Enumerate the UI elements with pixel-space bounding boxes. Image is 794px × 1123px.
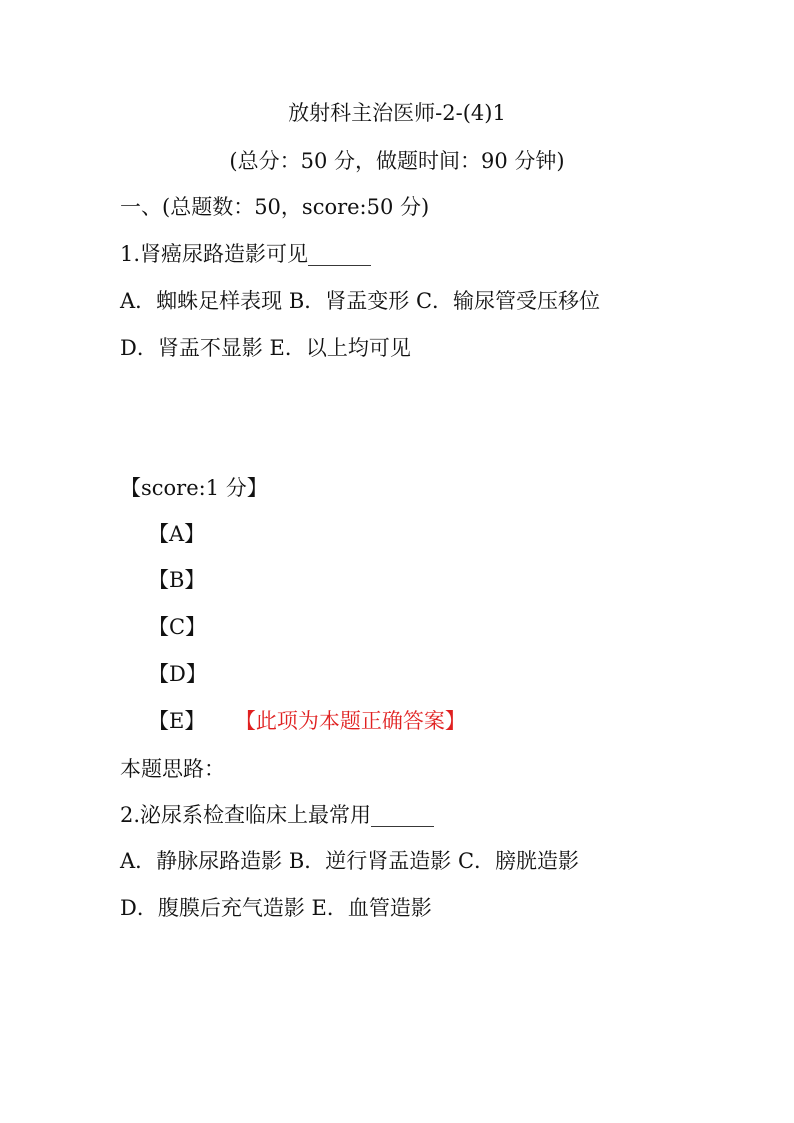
document-subtitle: (总分：50 分，做题时间：90 分钟) [229,149,565,173]
answer-option-e-row [148,708,466,734]
question-1-stem: 1.肾癌尿路造影可见______ [120,242,372,266]
answer-option-e: 【E】 [148,709,206,733]
answer-option-a: 【A】 [148,522,206,546]
question-2-stem: 2.泌尿系检查临床上最常用______ [120,803,435,827]
answer-option-b: 【B】 [148,568,206,592]
question-1-options-line-1: A．蜘蛛足样表现 B．肾盂变形 C．输尿管受压移位 [120,289,601,313]
answer-option-d: 【D】 [148,662,207,686]
correct-answer-note: 【此项为本题正确答案】 [245,709,466,733]
document-title: 放射科主治医师-2-(4)1 [288,101,506,125]
question-2-options-line-2: D．腹膜后充气造影 E．血管造影 [120,896,432,920]
question-1-score: 【score:1 分】 [120,476,268,500]
section-heading: 一、(总题数：50，score:50 分) [120,195,430,219]
question-2-options-line-1: A．静脉尿路造影 B．逆行肾盂造影 C．膀胱造影 [120,849,580,873]
explanation-label: 本题思路： [120,757,225,781]
answer-option-c: 【C】 [148,615,207,639]
question-1-options-line-2: D．肾盂不显影 E．以上均可见 [120,336,411,360]
